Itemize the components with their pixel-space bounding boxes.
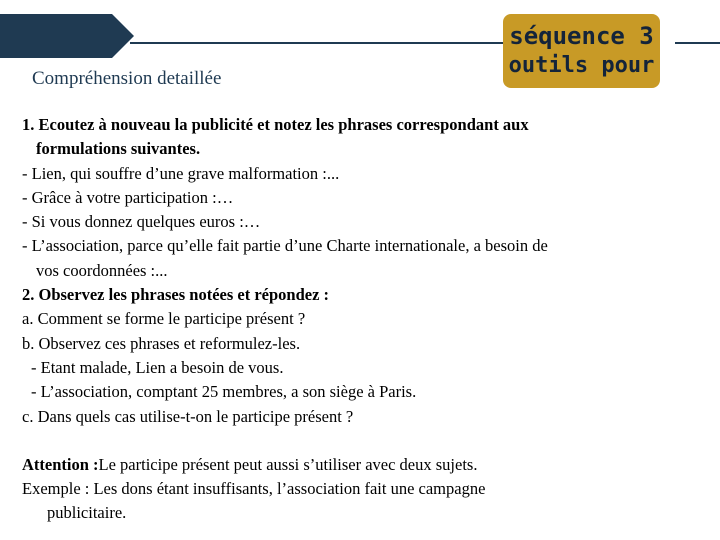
header-rule-right — [675, 42, 720, 44]
question-2a: a. Comment se forme le participe présent ? — [22, 309, 306, 329]
header-rule-left — [130, 42, 503, 44]
example-note: Exemple : Les dons étant insuffisants, l’association fait une campagne — [22, 479, 486, 499]
example-sentence: - L’association, comptant 25 membres, a son siège à Paris. — [31, 382, 417, 402]
question-1: 1. Ecoutez à nouveau la publicité et notez les phrases correspondant aux — [22, 115, 529, 134]
example-sentence: - Etant malade, Lien a besoin de vous. — [31, 357, 284, 377]
sequence-badge — [503, 14, 660, 88]
prompt-item: - Lien, qui souffre d’une grave malformation :... — [22, 163, 340, 183]
section-title: Compréhension detaillée — [32, 68, 222, 89]
question-1-continued: formulations suivantes. — [36, 139, 201, 159]
question-2: 2. Observez les phrases notées et répondez : — [22, 285, 330, 305]
spacer — [22, 429, 682, 453]
badge-sequence-label: séquence 3 — [509, 22, 654, 50]
question-2c: c. Dans quels cas utilise-t-on le participe présent ? — [22, 406, 354, 426]
badge-subtitle: outils pour — [508, 53, 655, 78]
prompt-item-continued: vos coordonnées :... — [36, 260, 168, 280]
attention-label: Attention : — [22, 454, 99, 474]
attention-note — [22, 453, 682, 477]
attention-text: Le participe présent peut aussi s’utiliser avec deux sujets. — [98, 454, 478, 474]
question-2b: b. Observez ces phrases et reformulez-les. — [22, 333, 301, 353]
example-note-continued: publicitaire. — [47, 503, 127, 523]
exercise-content — [22, 113, 682, 526]
prompt-item: - Grâce à votre participation :… — [22, 187, 234, 207]
header-arrow-shape — [0, 14, 134, 58]
prompt-item: - Si vous donnez quelques euros :… — [22, 212, 261, 232]
prompt-item: - L’association, parce qu’elle fait partie d’une Charte internationale, a besoin de — [22, 236, 548, 256]
